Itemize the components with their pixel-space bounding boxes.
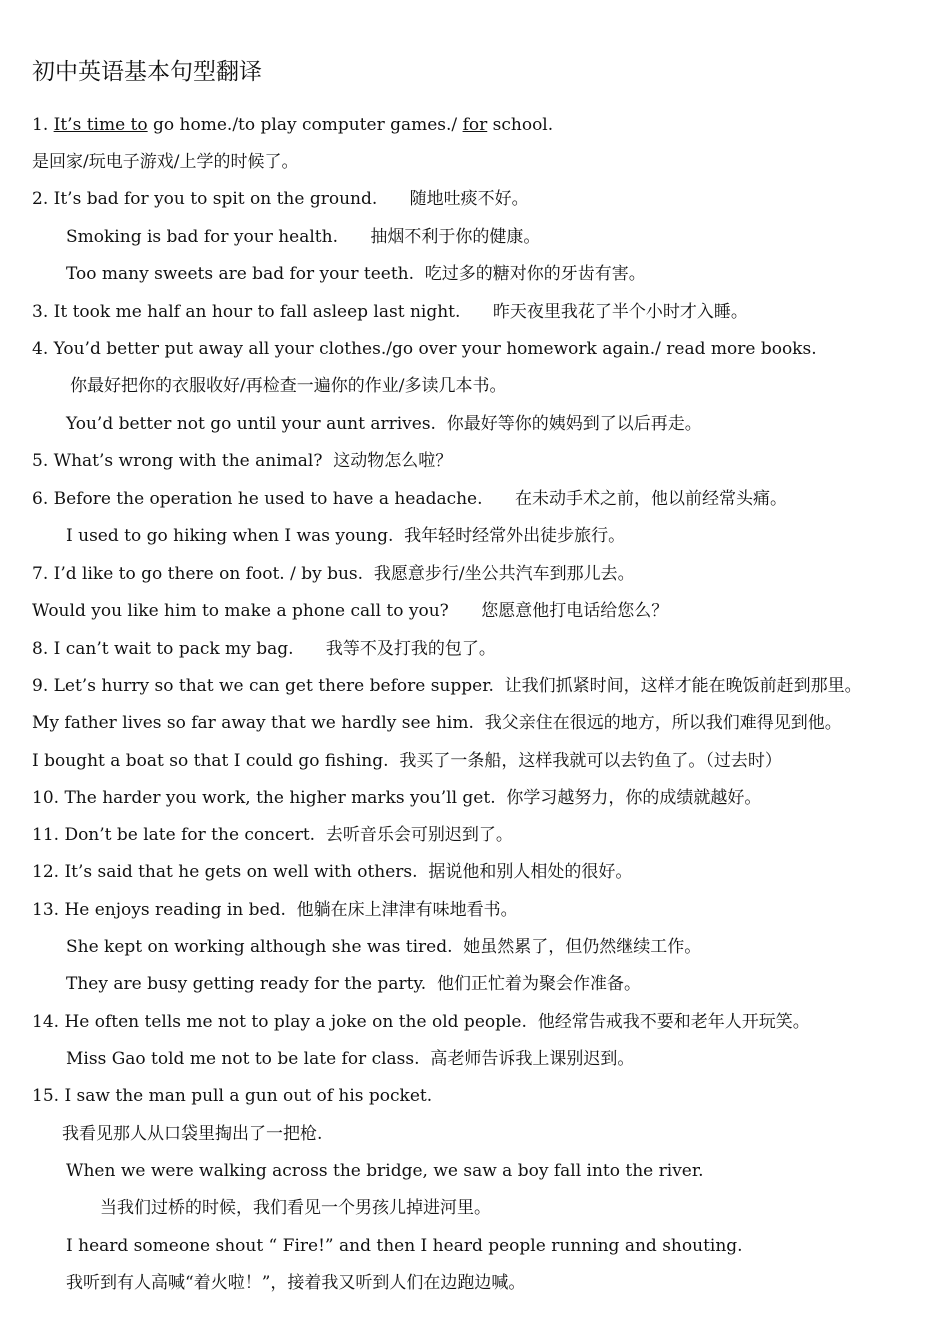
sentence-line: [32, 785, 761, 811]
line-text: Smoking is bad for your health. 抽烟不利于你的健康。: [66, 227, 541, 247]
sentence-line: [66, 1233, 743, 1259]
sentence-line: [62, 1121, 322, 1147]
line-text: 你最好把你的衣服收好/再检查一遍你的作业/多读几本书。: [70, 376, 507, 396]
line-text: You’d better not go until your aunt arrives. 你最好等你的姨妈到了以后再走。: [66, 414, 702, 434]
line-text: 当我们过桥的时候，我们看见一个男孩儿掉进河里。: [100, 1198, 491, 1218]
sentence-line: [66, 1158, 704, 1184]
line-text: They are busy getting ready for the party. 他们正忙着为聚会作准备。: [66, 974, 641, 994]
line-text: Miss Gao told me not to be late for class. 高老师告诉我上课别迟到。: [66, 1049, 635, 1069]
line-text: 13. He enjoys reading in bed. 他躺在床上津津有味地看书。: [32, 900, 518, 920]
line-text: 1.: [32, 115, 54, 135]
line-text: When we were walking across the bridge, we saw a boy fall into the river.: [66, 1161, 704, 1181]
line-text: 6. Before the operation he used to have a headache. 在未动手术之前，他以前经常头痛。: [32, 489, 787, 509]
underlined-phrase: for: [462, 115, 488, 135]
line-text: 7. I’d like to go there on foot. / by bus. 我愿意步行/坐公共汽车到那儿去。: [32, 564, 635, 584]
sentence-line: [100, 1195, 491, 1221]
line-text: 我听到有人高喊“着火啦！”，接着我又听到人们在边跑边喊。: [66, 1273, 526, 1293]
sentence-line: [32, 448, 452, 474]
sentence-line: [32, 186, 529, 212]
line-text: My father lives so far away that we hardly see him. 我父亲住在很远的地方，所以我们难得见到他。: [32, 713, 842, 733]
sentence-line: [32, 486, 787, 512]
line-text: 是回家/玩电子游戏/上学的时候了。: [32, 152, 299, 172]
sentence-line: [32, 710, 842, 736]
sentence-line: [32, 299, 748, 325]
sentence-line: [32, 112, 553, 138]
sentence-line: [32, 1009, 810, 1035]
sentence-line: [32, 598, 668, 624]
sentence-line: [66, 523, 625, 549]
line-text: 5. What’s wrong with the animal? 这动物怎么啦？: [32, 451, 453, 471]
sentence-line: [70, 373, 506, 399]
line-text: 10. The harder you work, the higher marks you’ll get. 你学习越努力，你的成绩就越好。: [32, 788, 762, 808]
line-text: 2. It’s bad for you to spit on the ground. 随地吐痰不好。: [32, 189, 529, 209]
underlined-phrase: It’s time to: [53, 115, 148, 135]
line-text: 3. It took me half an hour to fall asleep last night. 昨天夜里我花了半个小时才入睡。: [32, 302, 748, 322]
line-text: 15. I saw the man pull a gun out of his pocket.: [32, 1086, 433, 1106]
sentence-line: [32, 859, 632, 885]
line-text: I used to go hiking when I was young. 我年轻时经常外出徒步旅行。: [66, 526, 626, 546]
sentence-line: [32, 561, 635, 587]
sentence-line: [66, 224, 540, 250]
line-text: 4. You’d better put away all your clothes./go over your homework again./ read more books.: [32, 339, 817, 359]
sentence-line: [66, 971, 641, 997]
sentence-line: [66, 411, 702, 437]
sentence-line: [66, 1270, 525, 1296]
line-text: 14. He often tells me not to play a joke on the old people. 他经常告戒我不要和老年人开玩笑。: [32, 1012, 810, 1032]
sentence-line: [32, 636, 496, 662]
sentence-line: [32, 336, 817, 362]
line-text: She kept on working although she was tired. 她虽然累了，但仍然继续工作。: [66, 937, 702, 957]
sentence-line: [32, 1083, 432, 1109]
line-text: 12. It’s said that he gets on well with others. 据说他和别人相处的很好。: [32, 862, 633, 882]
sentence-line: [66, 1046, 634, 1072]
sentence-line: [32, 673, 862, 699]
line-text: school.: [487, 115, 554, 135]
sentence-line: [32, 897, 518, 923]
line-text: go home./to play computer games./: [147, 115, 463, 135]
line-text: 9. Let’s hurry so that we can get there before supper. 让我们抓紧时间，这样才能在晚饭前赶到那里。: [32, 676, 862, 696]
sentence-line: [32, 748, 782, 774]
sentence-line: [66, 261, 646, 287]
document-title: 初中英语基本句型翻译: [32, 59, 262, 85]
sentence-line: [32, 149, 298, 175]
line-text: I heard someone shout “ Fire!” and then I heard people running and shouting.: [66, 1236, 743, 1256]
line-text: 我看见那人从口袋里掏出了一把枪.: [62, 1124, 323, 1144]
line-text: 11. Don’t be late for the concert. 去听音乐会可别迟到了。: [32, 825, 513, 845]
sentence-line: [32, 822, 513, 848]
line-text: Would you like him to make a phone call to you? 您愿意他打电话给您么？: [32, 601, 669, 621]
line-text: Too many sweets are bad for your teeth. 吃过多的糖对你的牙齿有害。: [66, 264, 646, 284]
line-text: I bought a boat so that I could go fishing. 我买了一条船，这样我就可以去钓鱼了。（过去时）: [32, 751, 782, 771]
line-text: 8. I can’t wait to pack my bag. 我等不及打我的包了。: [32, 639, 496, 659]
sentence-line: [66, 934, 701, 960]
